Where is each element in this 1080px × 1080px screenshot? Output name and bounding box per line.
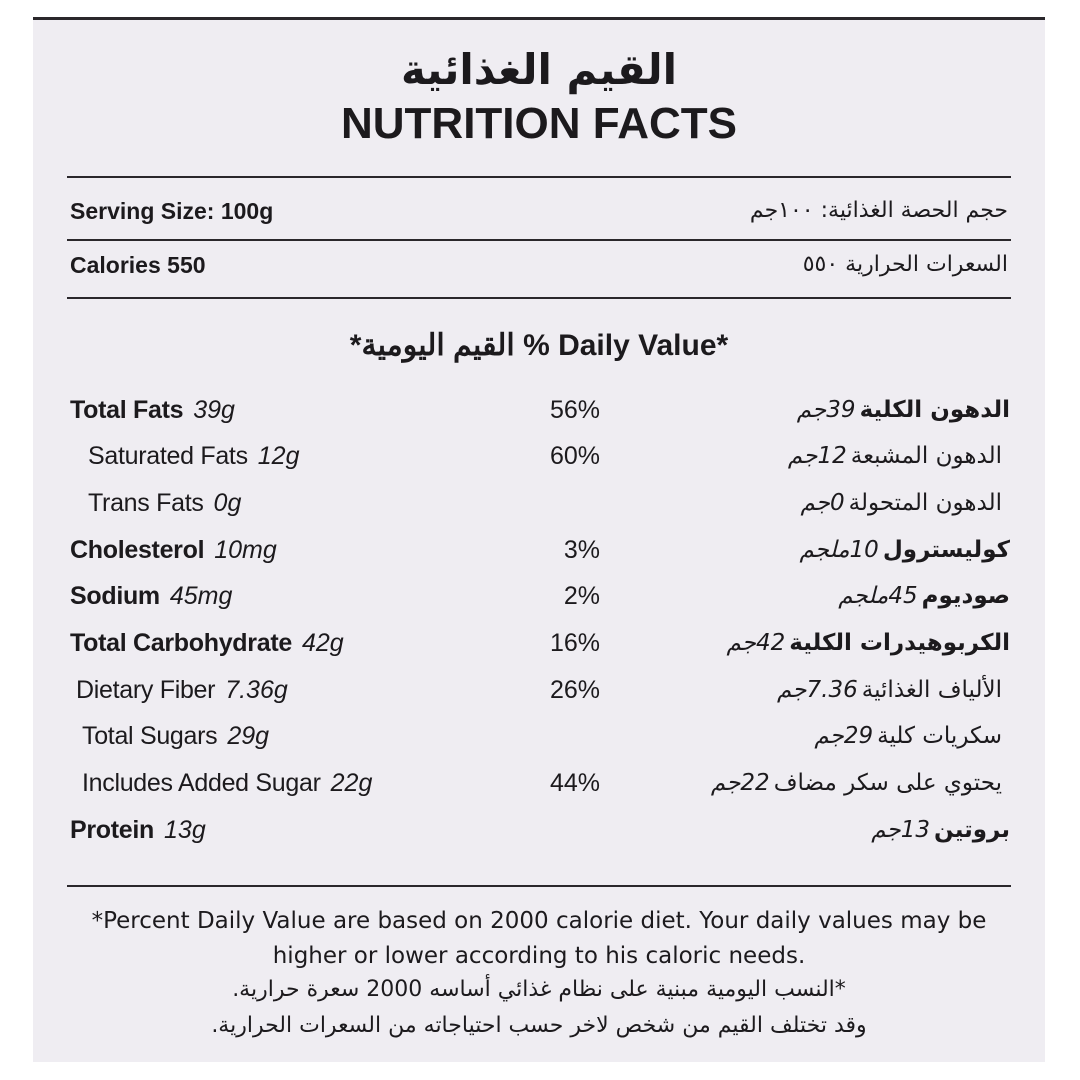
nutrient-daily-percent: 2% [563, 582, 600, 610]
serving-size-arabic: حجم الحصة الغذائية: ١٠٠جم [749, 198, 1008, 223]
nutrient-amount-arabic: 39جم [796, 397, 856, 423]
nutrient-name-english: Saturated Fats [88, 442, 248, 470]
nutrient-daily-percent: 26% [549, 676, 600, 704]
nutrient-english [82, 716, 269, 756]
divider-serving [67, 239, 1011, 241]
nutrient-row [70, 530, 1010, 570]
nutrient-name-english: Cholesterol [70, 536, 205, 564]
nutrient-name-arabic: سكريات كلية [877, 723, 1002, 749]
nutrient-amount-english: 42g [301, 629, 344, 657]
serving-size-english: Serving Size: 100g [70, 198, 274, 224]
nutrient-amount-english: 0g [213, 489, 242, 517]
calories-arabic: السعرات الحرارية ٥٥٠ [802, 252, 1008, 277]
nutrient-arabic [799, 530, 1010, 570]
nutrient-amount-arabic: 7.36جم [777, 677, 858, 703]
nutrient-arabic [800, 483, 1002, 523]
nutrient-name-english: Protein [70, 816, 155, 844]
nutrient-amount-english: 10mg [214, 536, 277, 564]
nutrient-amount-arabic: 42جم [726, 630, 786, 656]
nutrient-amount-arabic: 29جم [814, 723, 874, 749]
nutrient-english [70, 623, 344, 663]
daily-value-header: *القيم اليومية % Daily Value* [349, 329, 729, 362]
nutrient-name-english: Trans Fats [88, 489, 204, 517]
nutrient-daily-percent: 16% [549, 629, 600, 657]
nutrient-amount-arabic: 22جم [710, 770, 770, 796]
nutrient-english [70, 810, 206, 850]
nutrient-row [70, 810, 1010, 850]
nutrient-row [70, 390, 1010, 430]
nutrient-name-arabic: بروتين [934, 817, 1010, 843]
nutrient-row [70, 623, 1010, 663]
nutrient-amount-english: 39g [193, 396, 235, 424]
footnote-arabic-line-2: وقد تختلف القيم من شخص لاخر حسب احتياجاته من السعرات الحرارية. [211, 1013, 867, 1038]
nutrient-name-arabic: صوديوم [921, 583, 1010, 609]
nutrient-daily-percent: 3% [563, 536, 600, 564]
nutrient-amount-english: 13g [164, 816, 206, 844]
nutrient-english [82, 763, 372, 803]
nutrient-name-english: Total Carbohydrate [70, 629, 292, 657]
nutrient-english [88, 436, 300, 476]
nutrient-name-english: Includes Added Sugar [82, 769, 321, 797]
nutrient-amount-english: 12g [257, 442, 300, 470]
nutrient-english [76, 670, 288, 710]
calories-english: Calories 550 [70, 252, 206, 278]
nutrient-english [88, 483, 241, 523]
nutrient-name-arabic: كوليسترول [882, 537, 1010, 563]
nutrient-arabic [726, 623, 1010, 663]
footnote-english: *Percent Daily Value are based on 2000 calorie diet. Your daily values may be higher or lower according to his caloric needs. [91, 908, 987, 969]
nutrient-name-arabic: الدهون المتحولة [848, 490, 1002, 516]
nutrient-amount-arabic: 10ملجم [799, 537, 879, 563]
nutrient-english [70, 390, 235, 430]
nutrient-amount-english: 29g [227, 722, 270, 750]
nutrient-name-english: Dietary Fiber [76, 676, 216, 704]
nutrient-english [70, 530, 277, 570]
nutrient-name-english: Total Sugars [82, 722, 218, 750]
title-english: NUTRITION FACTS [341, 99, 737, 148]
nutrient-amount-arabic: 13جم [871, 817, 931, 843]
nutrient-row [70, 483, 1010, 523]
nutrient-amount-arabic: 0جم [800, 490, 845, 516]
footnote-arabic-line-1: *النسب اليومية مبنية على نظام غذائي أساسه 2000 سعرة حرارية. [232, 977, 846, 1002]
nutrient-row [70, 576, 1010, 616]
nutrient-daily-percent: 56% [549, 396, 600, 424]
nutrient-arabic [711, 763, 1002, 803]
nutrient-amount-english: 22g [330, 769, 373, 797]
nutrient-amount-english: 45mg [169, 582, 233, 610]
nutrient-amount-english: 7.36g [225, 676, 288, 704]
calories-row [70, 248, 1008, 282]
nutrient-row [70, 716, 1010, 756]
nutrient-name-arabic: الدهون المشبعة [850, 443, 1002, 469]
divider-bottom [67, 885, 1011, 887]
nutrient-arabic [838, 576, 1010, 616]
nutrient-row [70, 763, 1010, 803]
nutrient-arabic [777, 670, 1002, 710]
nutrient-amount-arabic: 12جم [787, 443, 847, 469]
nutrient-daily-percent: 44% [549, 769, 600, 797]
divider-calories [67, 297, 1011, 299]
nutrient-name-arabic: الألياف الغذائية [861, 677, 1002, 703]
nutrient-name-english: Sodium [70, 582, 160, 610]
title-arabic: القيم الغذائية [400, 45, 677, 94]
footnote-arabic [73, 972, 1005, 1044]
nutrient-name-arabic: الكربوهيدرات الكلية [789, 630, 1010, 656]
nutrient-name-arabic: يحتوي على سكر مضاف [773, 770, 1002, 796]
nutrient-arabic [797, 390, 1010, 430]
divider-top [67, 176, 1011, 178]
nutrient-arabic [814, 716, 1002, 756]
serving-size-row [70, 194, 1008, 228]
nutrient-row [70, 436, 1010, 476]
nutrient-arabic [871, 810, 1010, 850]
nutrition-label [33, 17, 1045, 1062]
nutrient-english [70, 576, 232, 616]
nutrient-daily-percent: 60% [549, 442, 600, 470]
nutrient-name-english: Total Fats [70, 396, 184, 424]
nutrient-name-arabic: الدهون الكلية [859, 397, 1010, 423]
nutrient-row [70, 670, 1010, 710]
nutrient-arabic [788, 436, 1002, 476]
nutrient-amount-arabic: 45ملجم [838, 583, 918, 609]
